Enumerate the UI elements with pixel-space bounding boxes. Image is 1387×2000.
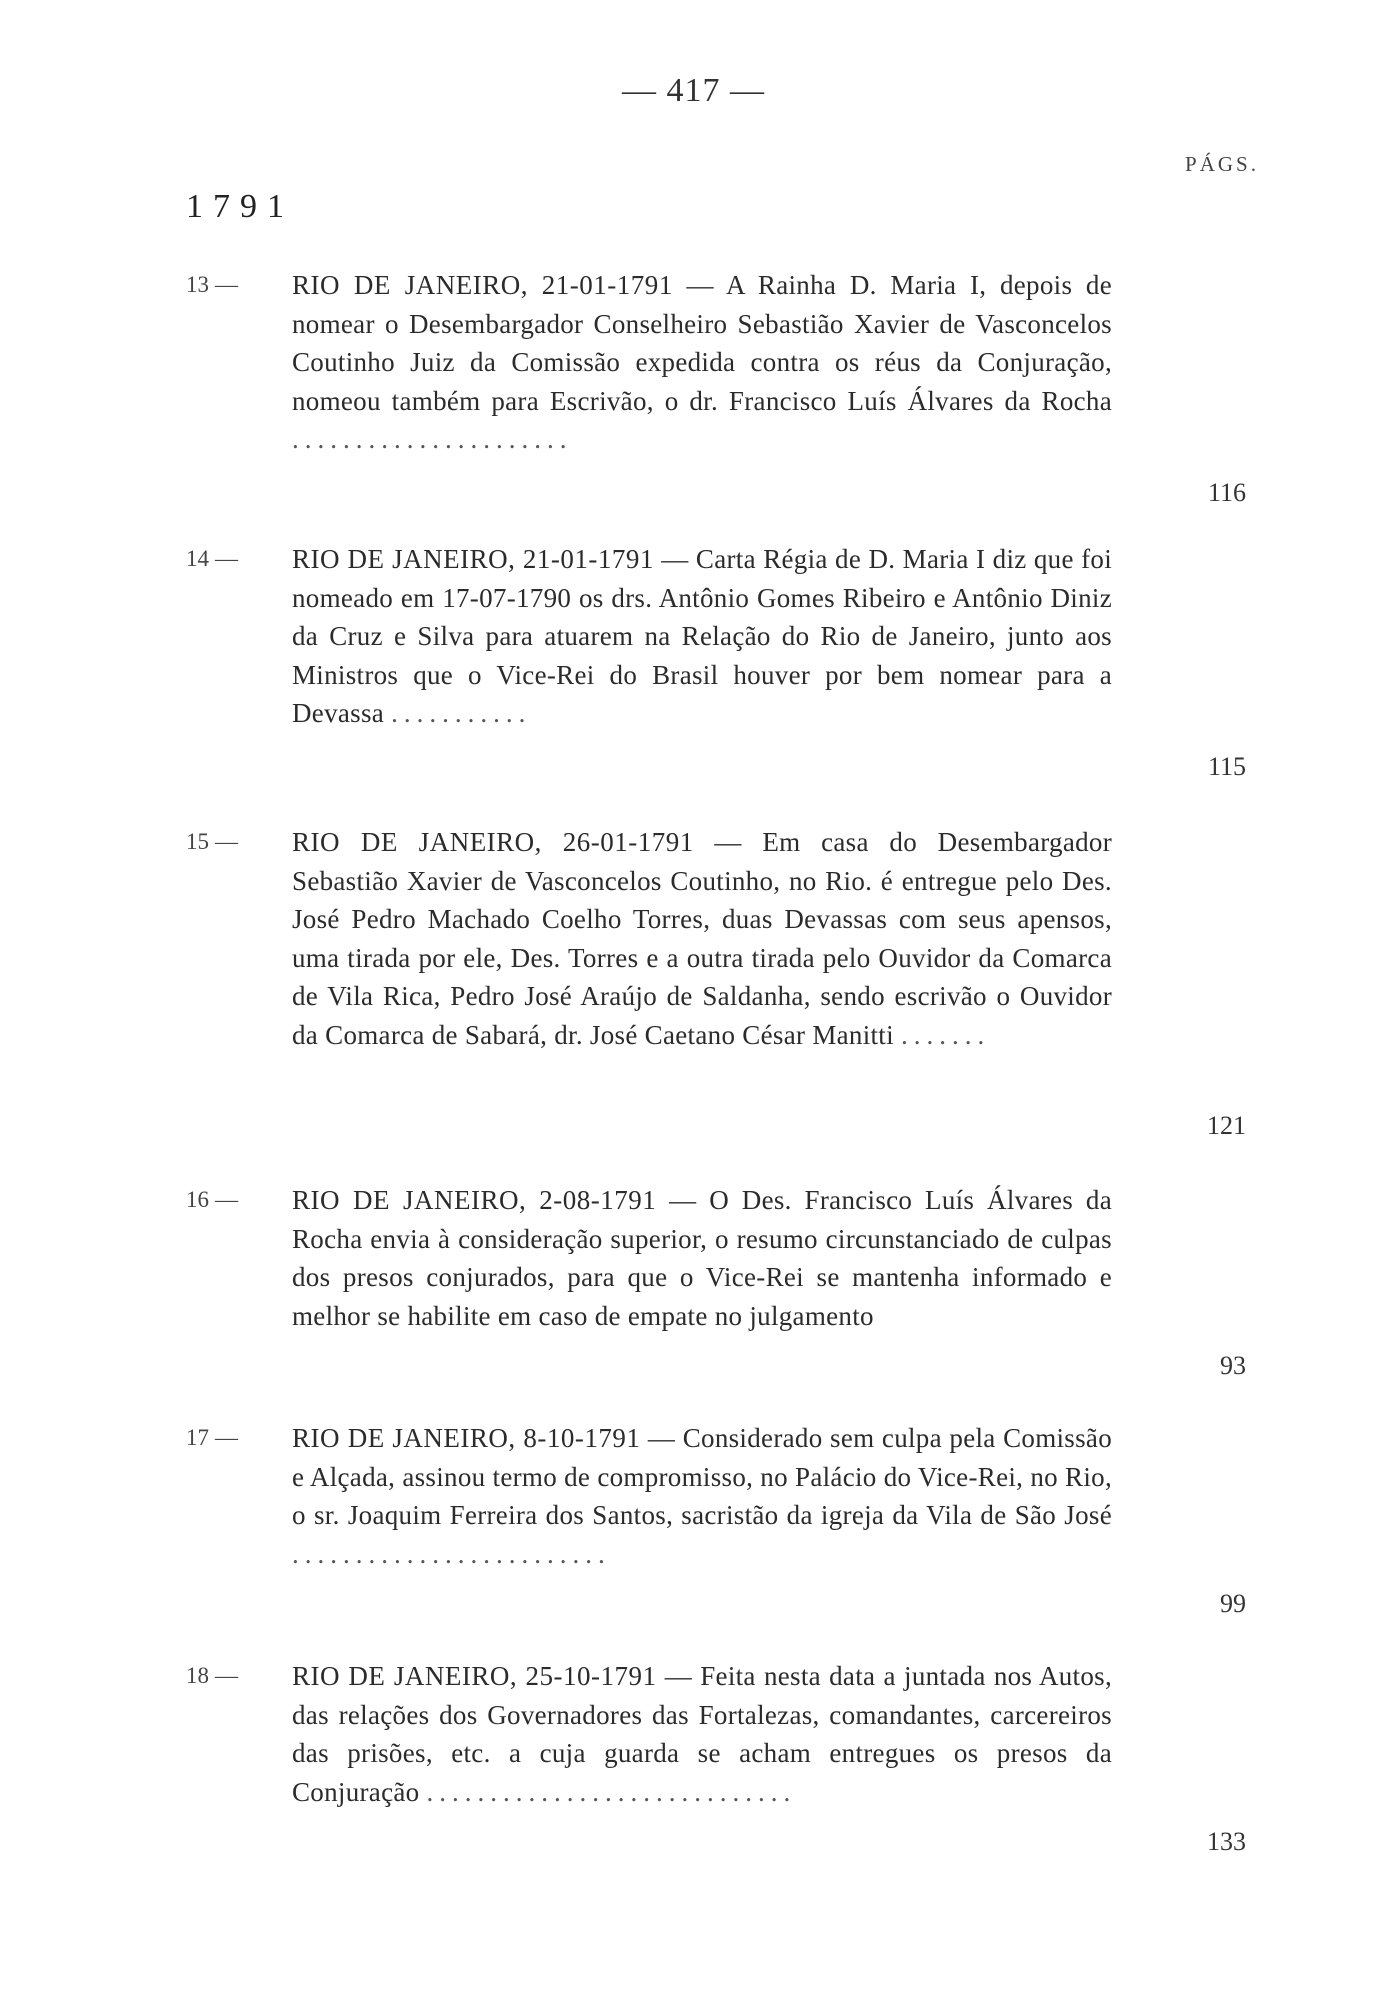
entry-number: 16 — [186, 1187, 238, 1212]
entry-description: O Des. Francisco Luís Álvares da Rocha envia à consideração superior, o resumo circunstanciado de culpas dos presos conjurados, para que o Vice-Rei se mantenha informado e melhor se habilite em caso de empate no julgamento [292, 1185, 1112, 1331]
entry-number: 13 — [186, 272, 238, 297]
entry-location: RIO DE JANEIRO, 21-01-1791 [292, 544, 654, 574]
entry-location: RIO DE JANEIRO, 8-10-1791 [292, 1423, 641, 1453]
entry-page-ref: 99 [1220, 1589, 1246, 1618]
pags-label: PÁGS. [1185, 152, 1259, 176]
entry-location: RIO DE JANEIRO, 2-08-1791 [292, 1185, 657, 1215]
entry-leaders: ...................... [292, 424, 573, 454]
entry-leaders: ............................. [426, 1776, 797, 1807]
entry-text: RIO DE JANEIRO, 26-01-1791 — Em casa do Desembargador Sebastião Xavier de Vasconcelos Coutinho, no Rio. é entregue pelo Des. José Pedro Machado Coelho Torres, duas Devassas com seus apensos, uma tirada por ele, Des. Torres e a outra tirada pelo Ouvidor da Comarca de Vila Rica, Pedro José Araújo de Saldanha, sendo escrivão o Ouvidor da Comarca de Sabará, dr. José Caetano César Manitti ....... [292, 827, 1113, 1050]
entry-location: RIO DE JANEIRO, 26-01-1791 [292, 827, 694, 857]
entry-text: RIO DE JANEIRO, 8-10-1791 — Considerado sem culpa pela Comissão e Alçada, assinou termo de compromisso, no Palácio do Vice-Rei, no Rio, o sr. Joaquim Ferreira dos Santos, sacristão da igreja da Vila de São José ......................... [292, 1423, 1113, 1569]
entry-page-ref: 115 [1207, 752, 1246, 781]
entry-text: RIO DE JANEIRO, 21-01-1791 — A Rainha D. Maria I, depois de nomear o Desembargador Conselheiro Sebastião Xavier de Vasconcelos Coutinho Juiz da Comissão expedida contra os réus da Conjuração, nomeou também para Escrivão, o dr. Francisco Luís Álvares da Rocha ...................... [292, 270, 1113, 454]
entry-location: RIO DE JANEIRO, 25-10-1791 [292, 1661, 657, 1691]
entry-leaders: ........... [391, 698, 532, 728]
entry-description: A Rainha D. Maria I, depois de nomear o Desembargador Conselheiro Sebastião Xavier de Vasconcelos Coutinho Juiz da Comissão expedida contra os réus da Conjuração, nomeou também para Escrivão, o dr. Francisco Luís Álvares da Rocha [292, 270, 1113, 416]
entry-number: 18 — [186, 1663, 238, 1688]
entry-number: 17 — [186, 1425, 238, 1450]
entry-text: RIO DE JANEIRO, 21-01-1791 — Carta Régia de D. Maria I diz que foi nomeado em 17-07-1790 os drs. Antônio Gomes Ribeiro e Antônio Diniz da Cruz e Silva para atuarem na Relação do Rio de Janeiro, junto aos Ministros que o Vice-Rei do Brasil houver por bem nomear para a Devassa ........... [292, 544, 1113, 728]
entry-description: Carta Régia de D. Maria I diz que foi nomeado em 17-07-1790 os drs. Antônio Gomes Ribeiro e Antônio Diniz da Cruz e Silva para atuarem na Relação do Rio de Janeiro, junto aos Ministros que o Vice-Rei do Brasil houver por bem nomear para a Devassa [292, 544, 1113, 728]
entry-leaders: ......................... [292, 1538, 611, 1569]
entry-page-ref: 121 [1207, 1111, 1246, 1140]
entry-text: RIO DE JANEIRO, 2-08-1791 — O Des. Francisco Luís Álvares da Rocha envia à consideração superior, o resumo circunstanciado de culpas dos presos conjurados, para que o Vice-Rei se mantenha informado e melhor se habilite em caso de empate no julgamento [292, 1185, 1112, 1331]
entry-description: Feita nesta data a juntada nos Autos, das relações dos Governadores das Fortalezas, comandantes, carcereiros das prisões, etc. a cuja guarda se acham entregues os presos da Conjuração [292, 1661, 1113, 1807]
entry-page-ref: 116 [1207, 478, 1246, 507]
year-heading: 1791 [186, 188, 294, 225]
entry-page-ref: 93 [1220, 1351, 1246, 1380]
entry-description: Em casa do Desembargador Sebastião Xavier de Vasconcelos Coutinho, no Rio. é entregue pelo Des. José Pedro Machado Coelho Torres, duas Devassas com seus apensos, uma tirada por ele, Des. Torres e a outra tirada pelo Ouvidor da Comarca de Vila Rica, Pedro José Araújo de Saldanha, sendo escrivão o Ouvidor da Comarca de Sabará, dr. José Caetano César Manitti [292, 827, 1113, 1050]
entry-description: Considerado sem culpa pela Comissão e Alçada, assinou termo de compromisso, no Palácio do Vice-Rei, no Rio, o sr. Joaquim Ferreira dos Santos, sacristão da igreja da Vila de São José [292, 1423, 1113, 1530]
entry-location: RIO DE JANEIRO, 21-01-1791 [292, 270, 673, 300]
entry-number: 15 — [186, 829, 238, 854]
page-number: — 417 — [622, 72, 765, 109]
entry-leaders: ....... [900, 1019, 991, 1050]
entry-page-ref: 133 [1207, 1827, 1246, 1856]
entry-text: RIO DE JANEIRO, 25-10-1791 — Feita nesta data a juntada nos Autos, das relações dos Governadores das Fortalezas, comandantes, carcereiros das prisões, etc. a cuja guarda se acham entregues os presos da Conjuração ............................. [292, 1661, 1113, 1807]
entry-number: 14 — [186, 546, 238, 571]
